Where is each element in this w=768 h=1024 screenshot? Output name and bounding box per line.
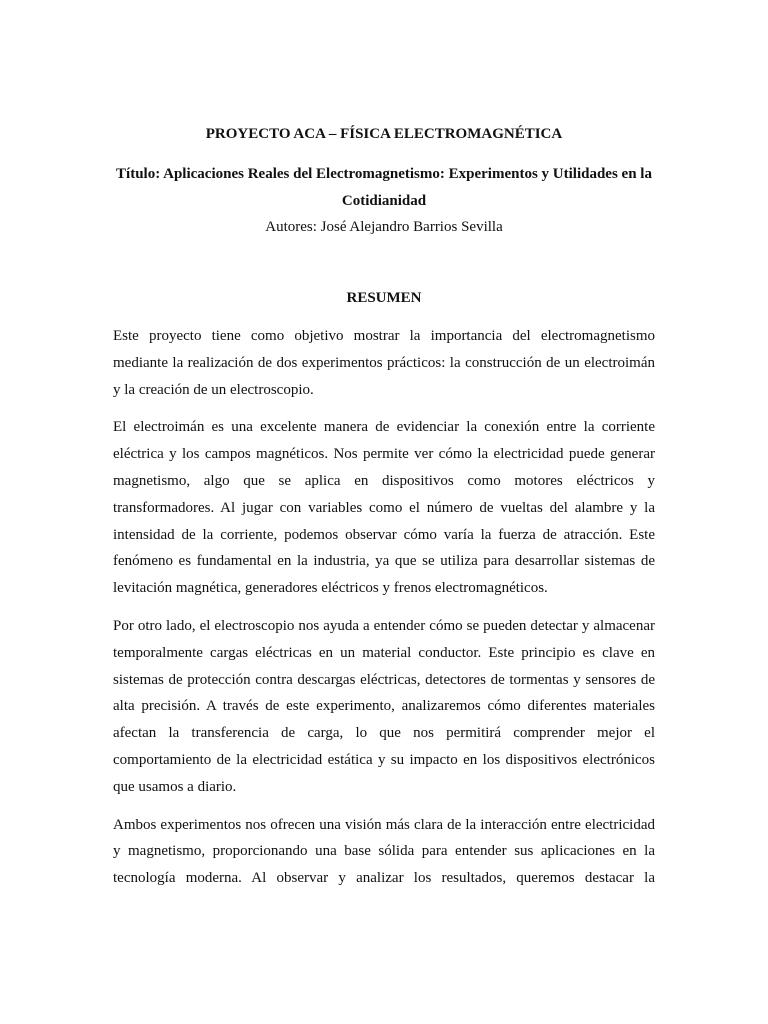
document-title: Título: Aplicaciones Reales del Electromagnetismo: Experimentos y Utilidades en la Cotidianidad xyxy=(116,165,652,209)
abstract-paragraph-4: Ambos experimentos nos ofrecen una visión más clara de la interacción entre electricidad y magnetismo, proporcionando una base sólida para entender sus aplicaciones en la tecnología moderna. Al observar y analizar los resultados, queremos destacar la xyxy=(113,816,655,887)
abstract-paragraph-2: El electroimán es una excelente manera de evidenciar la conexión entre la corriente eléctrica y los campos magnéticos. Nos permite ver cómo la electricidad puede generar magnetismo, algo que se aplica en dispositivos como motores eléctricos y transformadores. Al jugar con variables como el número de vueltas del alambre y la intensidad de la corriente, podemos observar cómo varía la fuerza de atracción. Este fenómeno es fundamental en la industria, ya que se utiliza para desarrollar sistemas de levitación magnética, generadores eléctricos y frenos electromagnéticos. xyxy=(113,419,655,597)
abstract-heading: RESUMEN xyxy=(346,290,422,307)
abstract-paragraph-1: Este proyecto tiene como objetivo mostrar la importancia del electromagnetismo mediante la realización de dos experimentos prácticos: la construcción de un electroimán y la creación de un electroscopio. xyxy=(113,327,655,398)
document-body xyxy=(113,121,655,903)
project-title: PROYECTO ACA – FÍSICA ELECTROMAGNÉTICA xyxy=(205,126,563,142)
authors-line: Autores: José Alejandro Barrios Sevilla xyxy=(265,219,503,236)
abstract-paragraph-3: Por otro lado, el electroscopio nos ayuda a entender cómo se pueden detectar y almacenar temporalmente cargas eléctricas en un material conductor. Este principio es clave en sistemas de protección contra descargas eléctricas, detectores de tormentas y sensores de alta precisión. A través de este experimento, analizaremos cómo diferentes materiales afectan la transferencia de carga, lo que nos permitirá comprender mejor el comportamiento de la electricidad estática y su impacto en los dispositivos electrónicos que usamos a diario. xyxy=(113,617,655,795)
